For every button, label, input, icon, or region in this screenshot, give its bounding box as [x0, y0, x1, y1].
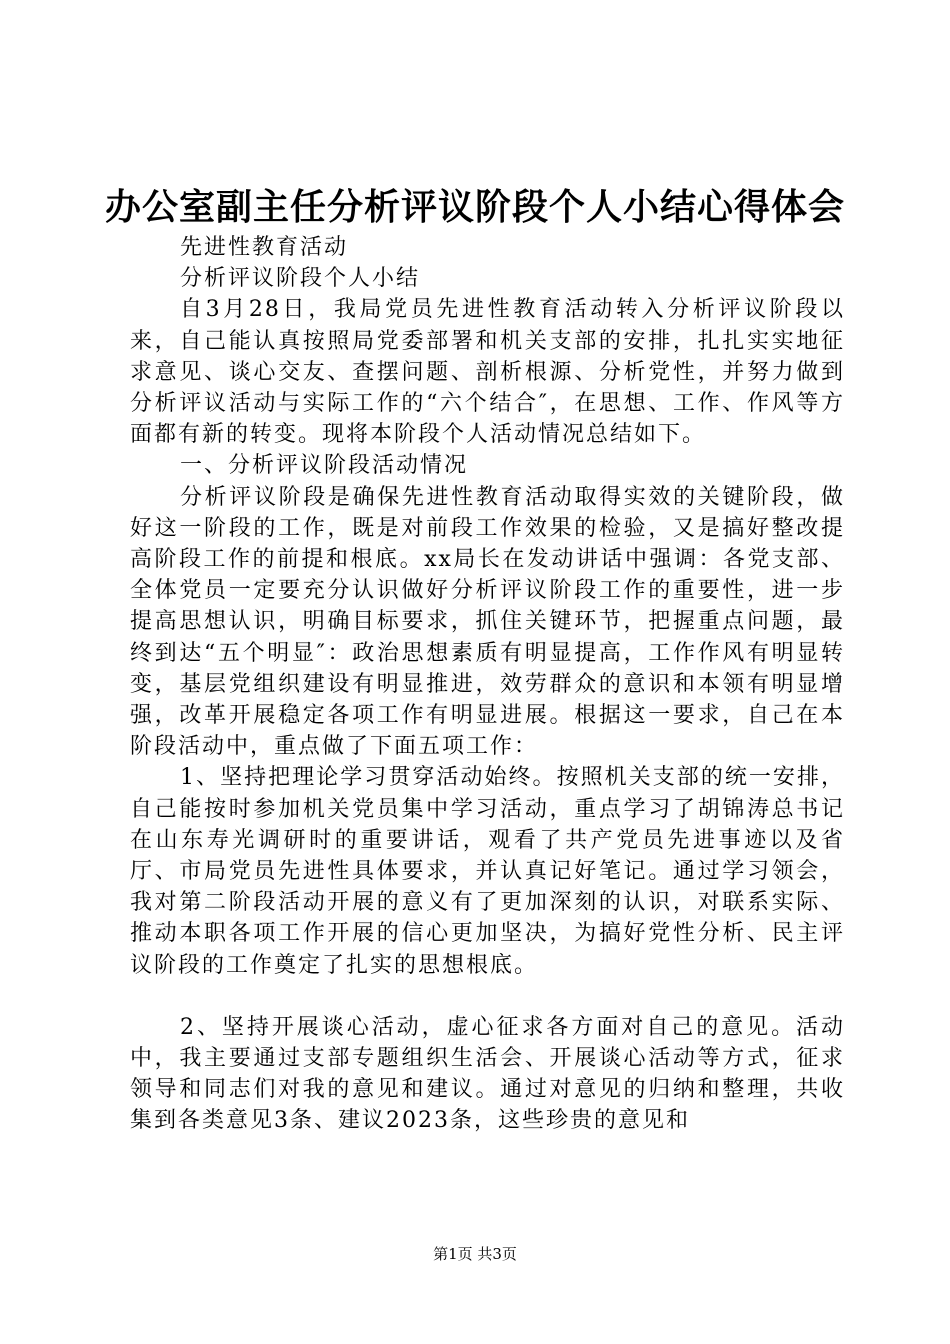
paragraph-subtitle-2: 分析评议阶段个人小结 — [180, 266, 421, 292]
document-body — [130, 232, 845, 1137]
paragraph-item-2: 2、坚持开展谈心活动，虚心征求各方面对自己的意见。活动中，我主要通过支部专题组织生活会、开展谈心活动等方式，征求领导和同志们对我的意见和建议。通过对意见的归纳和整理，共收集到各类意见3条、建议2023条，这些珍贵的意见和 — [130, 1014, 845, 1134]
paragraph-intro: 自3月28日，我局党员先进性教育活动转入分析评议阶段以来，自己能认真按照局党委部署和机关支部的安排，扎扎实实地征求意见、谈心交友、查摆问题、剖析根源、分析党性，并努力做到分析评议活动与实际工作的“六个结合″，在思想、工作、作风等方面都有新的转变。现将本阶段个人活动情况总结如下。 — [130, 297, 845, 448]
document-title: 办公室副主任分析评议阶段个人小结心得体会 — [104, 187, 845, 228]
paragraph-item-1: 1、坚持把理论学习贯穿活动始终。按照机关支部的统一安排，自己能按时参加机关党员集中学习活动，重点学习了胡锦涛总书记在山东寿光调研时的重要讲话，观看了共产党员先进事迹以及省厅、市局党员先进性具体要求，并认真记好笔记。通过学习领会，我对第二阶段活动开展的意义有了更加深刻的认识，对联系实际、推动本职各项工作开展的信心更加坚决，为搞好党性分析、民主评议阶段的工作奠定了扎实的思想根底。 — [130, 765, 845, 978]
paragraph-section-1: 分析评议阶段是确保先进性教育活动取得实效的关键阶段，做好这一阶段的工作，既是对前段工作效果的检验，又是搞好整改提高阶段工作的前提和根底。xx局长在发动讲话中强调：各党支部、全体党员一定要充分认识做好分析评议阶段工作的重要性，进一步提高思想认识，明确目标要求，抓住关键环节，把握重点问题，最终到达“五个明显″：政治思想素质有明显提高，工作作风有明显转变，基层党组织建设有明显推进，效劳群众的意识和本领有明显增强，改革开展稳定各项工作有明显进展。根据这一要求，自己在本阶段活动中，重点做了下面五项工作： — [130, 484, 845, 760]
paragraph-subtitle-1: 先进性教育活动 — [180, 235, 349, 260]
page-footer: 第1页 共3页 — [433, 1245, 517, 1263]
section-heading-1: 一、分析评议阶段活动情况 — [180, 453, 469, 479]
